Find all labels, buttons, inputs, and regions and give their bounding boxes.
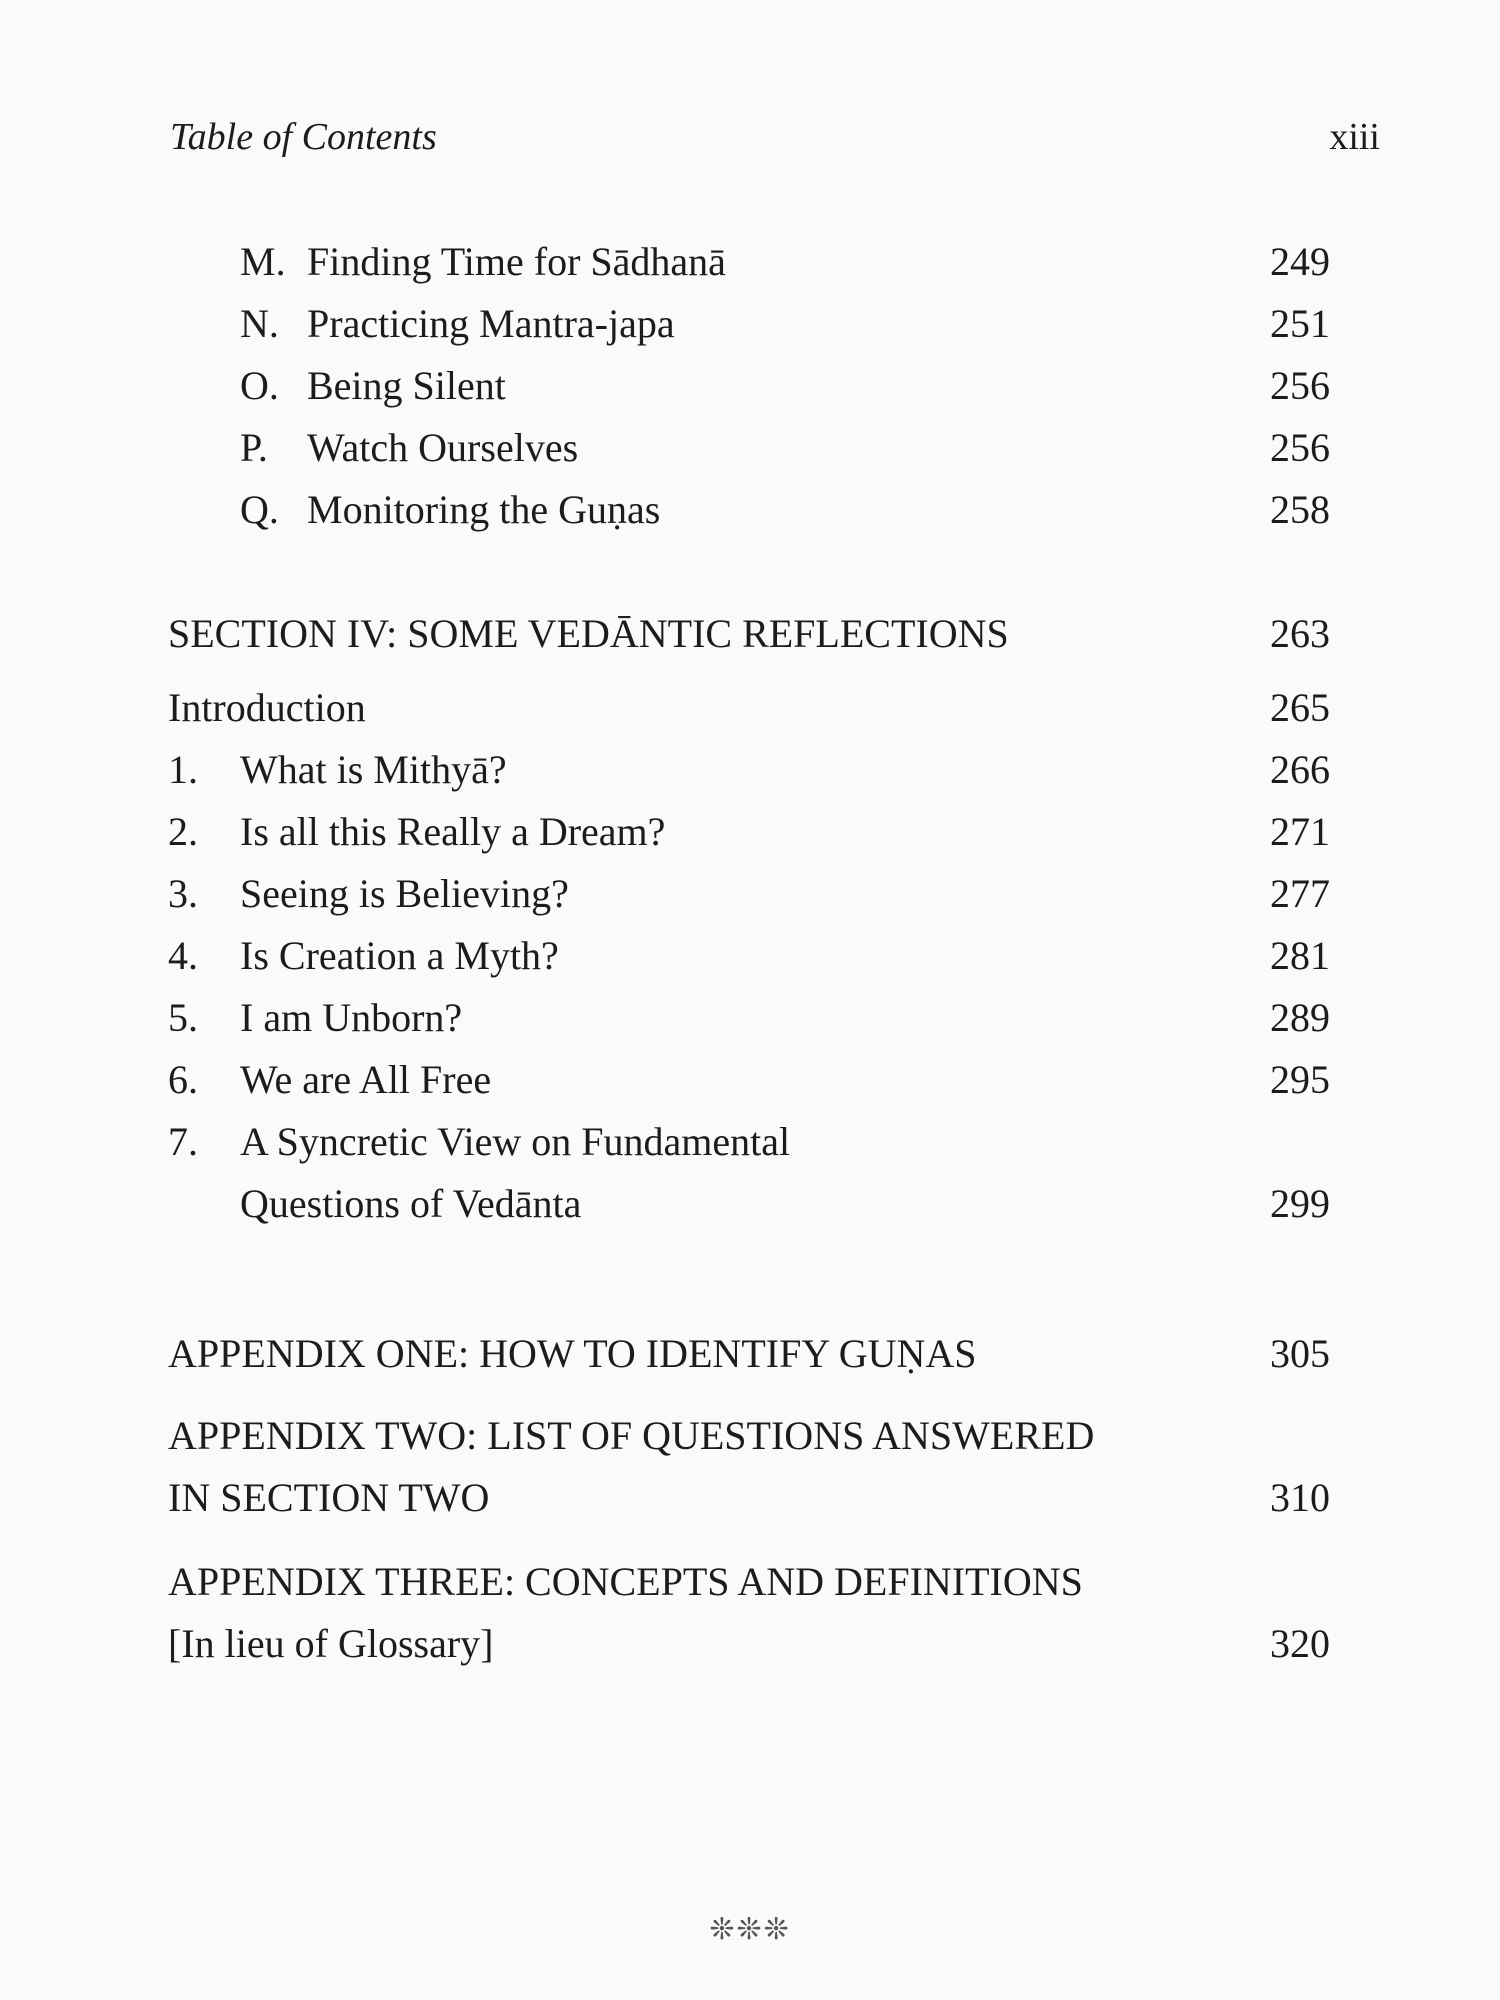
section-heading[interactable] bbox=[0, 608, 1500, 660]
entry-page: 251 bbox=[1270, 301, 1330, 346]
section-page: 263 bbox=[1270, 611, 1330, 656]
entry-letter: P. bbox=[240, 425, 268, 470]
toc-entry[interactable] bbox=[0, 1116, 1500, 1168]
toc-entry[interactable] bbox=[0, 484, 1500, 536]
entry-title: Being Silent bbox=[307, 363, 506, 408]
entry-number: 6. bbox=[168, 1057, 198, 1102]
toc-entry-introduction[interactable] bbox=[0, 682, 1500, 734]
entry-number: 4. bbox=[168, 933, 198, 978]
toc-entry[interactable] bbox=[0, 930, 1500, 982]
entry-page: 271 bbox=[1270, 809, 1330, 854]
entry-title: Introduction bbox=[168, 685, 366, 730]
entry-page: 249 bbox=[1270, 239, 1330, 284]
toc-entry[interactable] bbox=[0, 236, 1500, 288]
appendix-page: 320 bbox=[1270, 1621, 1330, 1666]
entry-title: A Syncretic View on Fundamental bbox=[240, 1119, 791, 1164]
toc-entry[interactable] bbox=[0, 806, 1500, 858]
entry-page: 256 bbox=[1270, 425, 1330, 470]
appendix-entry-continuation[interactable] bbox=[0, 1472, 1500, 1524]
entry-letter: O. bbox=[240, 363, 279, 408]
appendix-title-continued: IN SECTION TWO bbox=[168, 1475, 490, 1520]
toc-entry[interactable] bbox=[0, 992, 1500, 1044]
section-title: SECTION IV: SOME VEDĀNTIC REFLECTIONS bbox=[168, 611, 1009, 656]
entry-page: 295 bbox=[1270, 1057, 1330, 1102]
toc-entry-continuation[interactable] bbox=[0, 1178, 1500, 1230]
entry-title: Watch Ourselves bbox=[307, 425, 579, 470]
running-head-title: Table of Contents bbox=[170, 116, 437, 158]
appendix-entry-continuation[interactable] bbox=[0, 1618, 1500, 1670]
toc-entry[interactable] bbox=[0, 298, 1500, 350]
appendix-title-continued: [In lieu of Glossary] bbox=[168, 1621, 494, 1666]
toc-entry[interactable] bbox=[0, 422, 1500, 474]
toc-entry[interactable] bbox=[0, 360, 1500, 412]
entry-number: 1. bbox=[168, 747, 198, 792]
entry-page: 289 bbox=[1270, 995, 1330, 1040]
appendix-title: APPENDIX THREE: CONCEPTS AND DEFINITIONS bbox=[168, 1559, 1083, 1604]
entry-letter: Q. bbox=[240, 487, 279, 532]
entry-title: Is Creation a Myth? bbox=[240, 933, 559, 978]
appendix-entry[interactable] bbox=[0, 1556, 1500, 1608]
entry-title: Finding Time for Sādhanā bbox=[307, 239, 726, 284]
entry-page: 256 bbox=[1270, 363, 1330, 408]
entry-title: Seeing is Believing? bbox=[240, 871, 569, 916]
entry-title: Is all this Really a Dream? bbox=[240, 809, 666, 854]
entry-number: 5. bbox=[168, 995, 198, 1040]
entry-page: 265 bbox=[1270, 685, 1330, 730]
entry-title: I am Unborn? bbox=[240, 995, 463, 1040]
entry-letter: M. bbox=[240, 239, 286, 284]
appendix-entry[interactable] bbox=[0, 1328, 1500, 1380]
entry-page: 277 bbox=[1270, 871, 1330, 916]
entry-title: We are All Free bbox=[240, 1057, 492, 1102]
appendix-title: APPENDIX ONE: HOW TO IDENTIFY GUṆAS bbox=[168, 1331, 977, 1376]
entry-number: 3. bbox=[168, 871, 198, 916]
appendix-title: APPENDIX TWO: LIST OF QUESTIONS ANSWERED bbox=[168, 1413, 1095, 1458]
appendix-entry[interactable] bbox=[0, 1410, 1500, 1462]
toc-entry[interactable] bbox=[0, 1054, 1500, 1106]
entry-page: 258 bbox=[1270, 487, 1330, 532]
entry-title: Practicing Mantra-japa bbox=[307, 301, 675, 346]
entry-title: Monitoring the Guṇas bbox=[307, 487, 661, 532]
page-number: xiii bbox=[1329, 116, 1380, 158]
entry-page: 281 bbox=[1270, 933, 1330, 978]
entry-page: 299 bbox=[1270, 1181, 1330, 1226]
entry-title: What is Mithyā? bbox=[240, 747, 507, 792]
end-ornament: ❊❊❊ bbox=[709, 1912, 791, 1947]
appendix-page: 305 bbox=[1270, 1331, 1330, 1376]
toc-entry[interactable] bbox=[0, 744, 1500, 796]
appendix-page: 310 bbox=[1270, 1475, 1330, 1520]
entry-number: 2. bbox=[168, 809, 198, 854]
entry-page: 266 bbox=[1270, 747, 1330, 792]
entry-title-continued: Questions of Vedānta bbox=[240, 1181, 582, 1226]
entry-number: 7. bbox=[168, 1119, 198, 1164]
entry-letter: N. bbox=[240, 301, 279, 346]
toc-entry[interactable] bbox=[0, 868, 1500, 920]
